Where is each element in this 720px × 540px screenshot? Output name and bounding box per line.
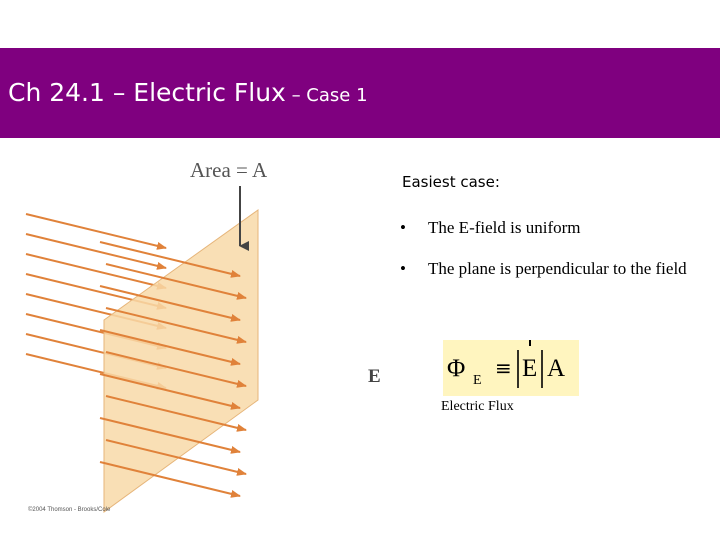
slide-title [8,78,368,107]
flux-diagram [24,150,390,522]
flux-formula [443,340,579,396]
area-label: Area = A [190,158,268,182]
copyright-note: ©2004 Thomson - Brooks/Cole [28,507,111,513]
formula-equiv: ≡ [495,356,512,380]
bullet-item [400,259,700,278]
bullet-text: The E-field is uniform [428,218,581,237]
easiest-case-heading [402,173,500,191]
bullet-dot: • [400,259,406,278]
area-plane [104,210,258,512]
bullet-text: The plane is perpendicular to the field [428,259,687,278]
formula-phi: Φ [447,355,466,382]
field-arrow [26,234,166,268]
formula-A: A [547,355,566,382]
heading-text: Easiest case [402,173,495,191]
bullet-list [400,218,700,300]
slide-title-sub: – Case 1 [285,85,368,106]
field-label: E [368,366,381,387]
heading-colon: : [494,173,500,191]
formula-E: E [522,355,538,382]
bullet-item [400,218,700,237]
flux-formula-box [443,340,579,396]
electric-flux-figure [24,150,390,522]
field-arrow [26,254,166,288]
slide-title-main: Ch 24.1 – Electric Flux [8,78,286,107]
field-arrow [26,214,166,248]
formula-subscript: E [473,373,482,388]
formula-caption: Electric Flux [441,399,514,414]
bullet-dot: • [400,218,406,237]
